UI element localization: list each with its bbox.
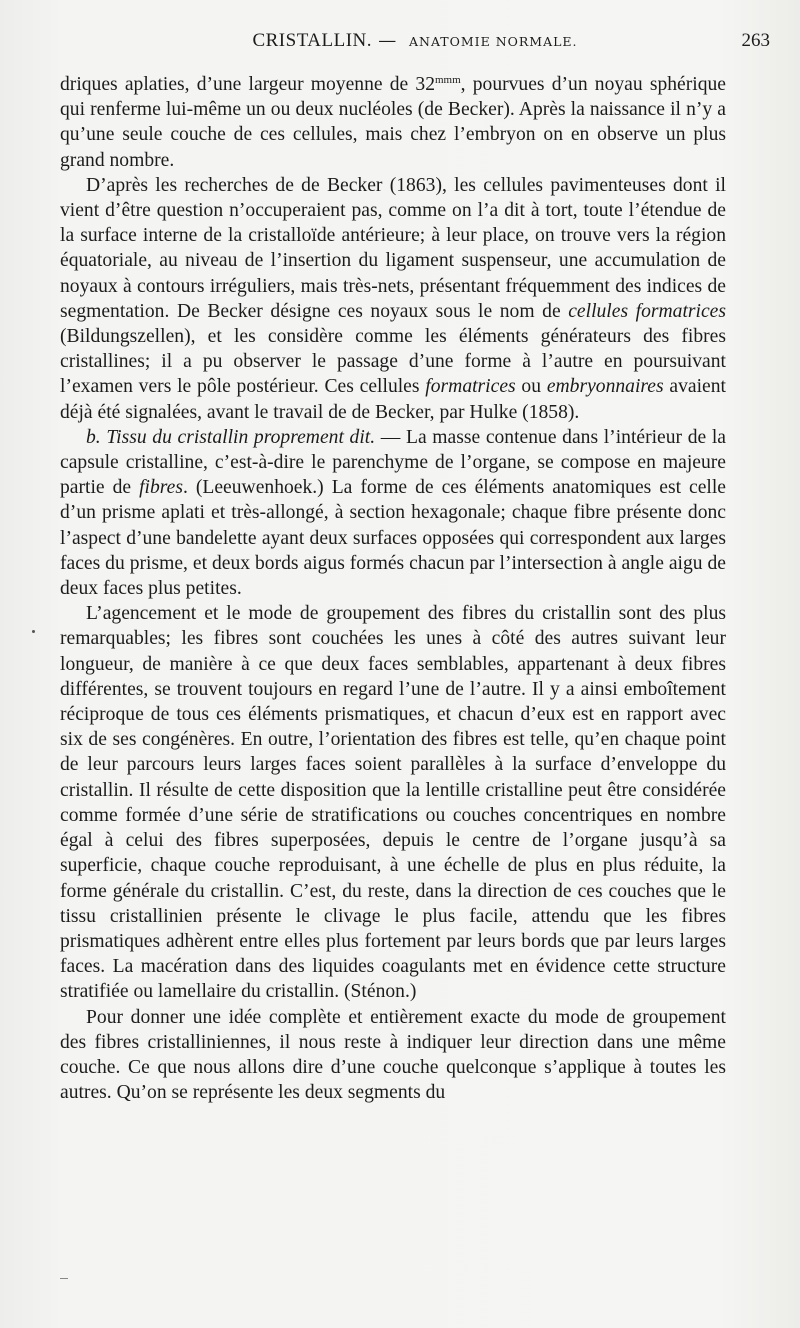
paragraph-4: L’agencement et le mode de groupement des fibres du cristallin sont des plus remarquables; les fibres sont couchées les unes à côté des autres suivant leur longueur, de manière à ce que deux faces semblables, appartenant à deux fibres différentes, se trouvent toujours en regard l’une de l’autre. Il y a ainsi emboîtement réciproque de tous ces éléments prismatiques, et chacun d’eux est en rapport avec six de ses congénères. En outre, l’orientation des fibres est telle, qu’en chaque point de leur parcours leurs larges faces soient parallèles à la surface d’enveloppe du cristallin. Il résulte de cette disposition que la lentille cristalline peut être considérée comme formée d’une série de stratifications ou couches concentriques en nombre égal à celui des fibres superposées, depuis le centre de l’organe jusqu’à sa superficie, chaque couche reproduisant, à une échelle de plus en plus réduite, la forme générale du cristallin. C’est, du reste, dans la direction de ces couches que le tissu cristallinien présente le clivage le plus facile, attendu que les fibres prismatiques adhèrent entre elles plus fortement par leurs bords que par leurs larges faces. La macération dans des liquides coagulants met en évidence cette structure stratifiée ou lamellaire du cristallin. (Sténon.) bbox=[60, 603, 726, 1003]
p2-term-embryonnaires: embryonnaires bbox=[546, 376, 664, 398]
p1-text-a: driques aplaties, d’une largeur moyenne de 32 bbox=[60, 74, 435, 95]
page-header bbox=[60, 30, 770, 64]
running-head-title: CRISTALLIN. bbox=[252, 30, 373, 51]
running-head-dash: — bbox=[378, 30, 397, 51]
margin-dash bbox=[60, 1278, 68, 1279]
body-text bbox=[60, 72, 726, 1105]
p2-text-b: (Bildungszellen), et les considère comme les éléments générateurs des fibres cristallines; il a pu observer le passage d’une forme à l’autre en poursuivant l’examen vers le pôle postérieur. Ces cellules bbox=[60, 326, 726, 398]
paragraph-2 bbox=[60, 173, 726, 425]
margin-dot bbox=[32, 630, 35, 633]
running-head-subtitle: ANATOMIE NORMALE. bbox=[408, 34, 578, 49]
unit-superscript: mmm bbox=[435, 74, 461, 86]
p2-text-c: ou bbox=[515, 376, 547, 398]
running-head bbox=[60, 30, 770, 52]
p3-text-a: — La masse contenue dans l’intérieur de la capsule cristalline, c’est-à-dire le parenchyme de l’organe, se compose en majeure partie de bbox=[60, 426, 726, 499]
p2-text-d: avaient déjà été signalées, avant le travail de de Becker, par Hulke (1858). bbox=[60, 376, 726, 423]
p3-text-b: . (Leeuwenhoek.) La forme de ces éléments anatomiques est celle d’un prisme aplati et très-allongé, à section hexagonale; chaque fibre présente donc l’aspect d’une bandelette ayant deux surfaces opposées qui correspondent aux larges faces du prisme, et deux bords aigus formés chacun par l’intersection à angle aigu de deux faces plus petites. bbox=[60, 477, 726, 600]
section-heading-b: b. Tissu du cristallin proprement dit. bbox=[86, 426, 376, 448]
page-number: 263 bbox=[741, 30, 770, 51]
p3-term-fibres: fibres bbox=[139, 477, 183, 499]
p2-text-a: D’après les recherches de de Becker (1863), les cellules pavimenteuses dont il vient d’être question n’occuperaient pas, comme on l’a dit à tort, toute l’étendue de la surface interne de la cristalloïde antérieure; à leur place, on trouve vers la région équatoriale, au niveau de l’insertion du ligament suspenseur, une accumulation de noyaux à contours irréguliers, mais très-nets, présentant fréquemment des indices de segmentation. De Becker désigne ces noyaux sous le nom de bbox=[60, 174, 726, 322]
p2-term-formatrices: formatrices bbox=[425, 376, 516, 398]
paragraph-1 bbox=[60, 72, 726, 173]
paragraph-3 bbox=[60, 425, 726, 601]
p1-text-b: , pourvues d’un noyau sphérique qui renferme lui-même un ou deux nucléoles (de Becker). Après la naissance il n’y a qu’une seule couche de ces cellules, mais chez l’embryon on en observe un plus grand nombre. bbox=[60, 74, 726, 171]
p2-term-cellules-formatrices: cellules formatrices bbox=[568, 300, 726, 322]
paragraph-5: Pour donner une idée complète et entièrement exacte du mode de groupement des fibres cristalliniennes, il nous reste à indiquer leur direction dans une même couche. Ce que nous allons dire d’une couche quelconque s’applique à toutes les autres. Qu’on se représente les deux segments du bbox=[60, 1006, 726, 1104]
